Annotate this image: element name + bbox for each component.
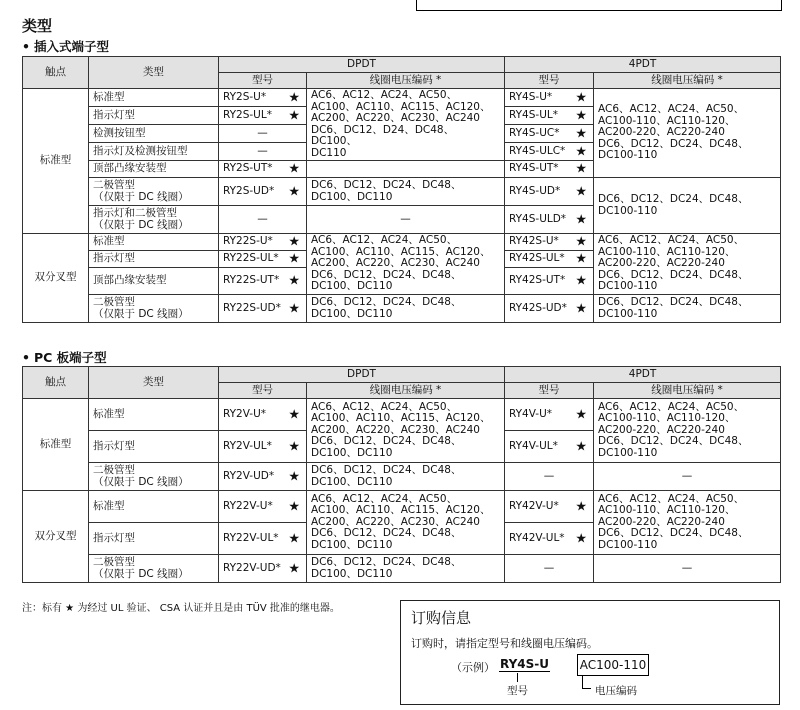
model-cell xyxy=(219,268,307,295)
model-cell xyxy=(219,161,307,178)
header-type: 类型 xyxy=(89,57,219,89)
model-cell xyxy=(505,89,594,107)
star-icon: ★ xyxy=(575,273,588,289)
model-cell: — xyxy=(219,143,307,161)
star-icon: ★ xyxy=(288,438,300,454)
star-icon: ★ xyxy=(575,406,588,422)
model-number: RY2S-U* xyxy=(223,90,267,103)
model-cell xyxy=(505,206,594,234)
model-number: RY4S-U* xyxy=(509,90,553,103)
model-number: RY4S-ULC* xyxy=(509,144,566,157)
star-icon: ★ xyxy=(575,183,588,199)
star-icon: ★ xyxy=(575,438,588,454)
type-cell: 指示灯型 xyxy=(89,431,219,463)
model-number: RY4S-ULD* xyxy=(509,212,567,225)
model-cell xyxy=(505,268,594,295)
model-cell xyxy=(219,491,307,523)
coil-code-cell: AC6、AC12、AC24、AC50、 AC100-110、AC110-120、 AC200-220、AC220-240 DC6、DC12、DC24、DC48、 DC100-110 xyxy=(594,89,781,178)
model-cell xyxy=(505,251,594,268)
contact-bifurcated: 双分叉型 xyxy=(23,234,89,323)
type-cell: 标准型 xyxy=(89,399,219,431)
type-cell: 指示灯型 xyxy=(89,107,219,125)
model-number: RY2S-UL* xyxy=(223,108,272,121)
star-icon: ★ xyxy=(288,107,300,123)
header-dpdt-coil: 线圈电压编码 * xyxy=(307,73,505,89)
coil-code-cell: — xyxy=(307,206,505,234)
model-cell xyxy=(219,431,307,463)
model-cell xyxy=(505,431,594,463)
coil-code-cell: AC6、AC12、AC24、AC50、 AC100-110、AC110-120、 AC200-220、AC220-240 DC6、DC12、DC24、DC48、 DC100-110 xyxy=(594,234,781,295)
star-icon: ★ xyxy=(288,183,300,199)
model-cell xyxy=(219,89,307,107)
model-cell xyxy=(505,161,594,178)
type-cell: 指示灯型 xyxy=(89,523,219,555)
star-icon: ★ xyxy=(575,107,588,123)
coil-code-cell: AC6、AC12、AC24、AC50、 AC100-110、AC110-120、 AC200-220、AC220-240 DC6、DC12、DC24、DC48、 DC100-110 xyxy=(594,491,781,555)
plugin-terminal-table xyxy=(22,56,781,323)
model-cell xyxy=(219,178,307,206)
star-icon: ★ xyxy=(575,125,588,141)
model-number: RY2V-U* xyxy=(223,407,267,420)
section-pcb-title: • PC 板端子型 xyxy=(22,350,107,365)
model-number: RY4S-UL* xyxy=(509,108,558,121)
model-number: RY42S-UL* xyxy=(509,252,565,265)
star-icon: ★ xyxy=(288,530,300,546)
coil-code-cell-empty xyxy=(307,161,505,178)
model-number: RY42S-U* xyxy=(509,235,559,248)
header-dpdt: DPDT xyxy=(219,367,505,383)
coil-code-cell: AC6、AC12、AC24、AC50、 AC100-110、AC110-120、 AC200-220、AC220-240 DC6、DC12、DC24、DC48、 DC100-110 xyxy=(594,399,781,463)
coil-code-cell: — xyxy=(594,463,781,491)
contact-standard: 标准型 xyxy=(23,399,89,491)
code-leader-line xyxy=(582,676,591,689)
example-model: RY4S-U xyxy=(500,657,549,671)
type-cell: 标准型 xyxy=(89,89,219,107)
model-cell xyxy=(505,295,594,323)
star-icon: ★ xyxy=(288,498,300,514)
model-cell xyxy=(505,143,594,161)
ordering-info-text: 订购时，请指定型号和线圈电压编码。 xyxy=(411,637,598,650)
model-cell xyxy=(219,399,307,431)
header-4pdt-coil: 线圈电压编码 * xyxy=(594,73,781,89)
model-number: RY22V-U* xyxy=(223,499,273,512)
top-frame xyxy=(416,0,782,11)
model-number: RY42S-UD* xyxy=(509,301,567,314)
star-icon: ★ xyxy=(575,143,588,159)
type-cell: 二极管型 （仅限于 DC 线圈） xyxy=(89,555,219,583)
header-dpdt-coil: 线圈电压编码 * xyxy=(307,383,505,399)
model-number: RY22V-UD* xyxy=(223,561,281,574)
contact-standard: 标准型 xyxy=(23,89,89,234)
star-icon: ★ xyxy=(575,300,588,316)
header-4pdt: 4PDT xyxy=(505,57,781,73)
header-dpdt-model: 型号 xyxy=(219,73,307,89)
type-cell: 二极管型 （仅限于 DC 线圈） xyxy=(89,295,219,323)
model-number: RY22S-U* xyxy=(223,235,273,248)
model-number: RY4S-UC* xyxy=(509,126,560,139)
model-number: RY42S-UT* xyxy=(509,274,566,287)
model-caption: 型号 xyxy=(507,685,528,697)
header-4pdt: 4PDT xyxy=(505,367,781,383)
ordering-info-title: 订购信息 xyxy=(411,609,472,627)
star-icon: ★ xyxy=(575,530,588,546)
star-icon: ★ xyxy=(288,468,300,484)
coil-code-cell: AC6、AC12、AC24、AC50、 AC100、AC110、AC115、AC120、 AC200、AC220、AC230、AC240 DC6、DC12、D24、DC48、DC100、 DC110 xyxy=(307,89,505,161)
model-number: RY42V-U* xyxy=(509,499,559,512)
footnote: 注：标有 ★ 为经过 UL 验证、 CSA 认证并且是由 TÜV 批准的继电器。 xyxy=(22,603,340,614)
model-number: RY4S-UD* xyxy=(509,184,561,197)
model-cell xyxy=(505,234,594,251)
model-cell xyxy=(219,555,307,583)
model-cell: — xyxy=(505,555,594,583)
type-cell: 顶部凸缘安装型 xyxy=(89,268,219,295)
coil-code-cell: AC6、AC12、AC24、AC50、 AC100、AC110、AC115、AC120、 AC200、AC220、AC230、AC240 DC6、DC12、DC24、DC48、 DC100、DC110 xyxy=(307,234,505,295)
coil-code-cell: DC6、DC12、DC24、DC48、 DC100、DC110 xyxy=(307,463,505,491)
model-cell xyxy=(505,107,594,125)
header-4pdt-model: 型号 xyxy=(505,383,594,399)
example-voltage-code: AC100-110 xyxy=(577,654,649,676)
type-cell: 指示灯和二极管型 （仅限于 DC 线圈） xyxy=(89,206,219,234)
type-cell: 顶部凸缘安装型 xyxy=(89,161,219,178)
coil-code-cell: DC6、DC12、DC24、DC48、 DC100-110 xyxy=(594,178,781,234)
model-cell xyxy=(219,251,307,268)
type-cell: 标准型 xyxy=(89,491,219,523)
model-cell xyxy=(219,295,307,323)
type-cell: 指示灯型 xyxy=(89,251,219,268)
type-cell: 标准型 xyxy=(89,234,219,251)
model-cell xyxy=(505,125,594,143)
model-cell: — xyxy=(505,463,594,491)
section-plugin-title-text: 插入式端子型 xyxy=(34,39,110,54)
star-icon: ★ xyxy=(288,251,300,267)
model-number: RY4S-UT* xyxy=(509,162,559,175)
section-pcb-title-text: PC 板端子型 xyxy=(34,350,107,365)
star-icon: ★ xyxy=(288,89,300,105)
model-number: RY4V-UL* xyxy=(509,439,558,452)
star-icon: ★ xyxy=(288,406,300,422)
coil-code-cell: DC6、DC12、DC24、DC48、 DC100、DC110 xyxy=(307,295,505,323)
type-cell: 二极管型 （仅限于 DC 线圈） xyxy=(89,463,219,491)
star-icon: ★ xyxy=(288,273,300,289)
model-number: RY2V-UD* xyxy=(223,469,275,482)
header-4pdt-coil: 线圈电压编码 * xyxy=(594,383,781,399)
model-cell: — xyxy=(219,206,307,234)
header-contact: 触点 xyxy=(23,367,89,399)
coil-code-cell: — xyxy=(594,555,781,583)
header-contact: 触点 xyxy=(23,57,89,89)
coil-code-cell: AC6、AC12、AC24、AC50、 AC100、AC110、AC115、AC120、 AC200、AC220、AC230、AC240 DC6、DC12、DC24、DC48、 DC100、DC110 xyxy=(307,491,505,555)
model-cell xyxy=(219,523,307,555)
star-icon: ★ xyxy=(575,251,588,267)
coil-code-cell: DC6、DC12、DC24、DC48、 DC100-110 xyxy=(594,295,781,323)
model-cell xyxy=(505,178,594,206)
contact-bifurcated: 双分叉型 xyxy=(23,491,89,583)
star-icon: ★ xyxy=(575,211,588,227)
model-cell xyxy=(219,107,307,125)
header-type: 类型 xyxy=(89,367,219,399)
model-number: RY22V-UL* xyxy=(223,531,279,544)
model-number: RY2V-UL* xyxy=(223,439,272,452)
star-icon: ★ xyxy=(288,300,300,316)
star-icon: ★ xyxy=(575,498,588,514)
voltage-code-caption: 电压编码 xyxy=(595,685,637,697)
model-cell xyxy=(505,523,594,555)
star-icon: ★ xyxy=(575,234,588,250)
star-icon: ★ xyxy=(575,161,588,177)
type-cell: 检测按钮型 xyxy=(89,125,219,143)
model-number: RY22S-UD* xyxy=(223,301,281,314)
section-plugin-title: • 插入式端子型 xyxy=(22,39,110,54)
model-number: RY22S-UL* xyxy=(223,252,279,265)
page-title: 类型 xyxy=(22,17,53,35)
model-number: RY2S-UD* xyxy=(223,184,275,197)
model-number: RY2S-UT* xyxy=(223,162,273,175)
header-dpdt-model: 型号 xyxy=(219,383,307,399)
model-leader-line xyxy=(517,673,518,682)
star-icon: ★ xyxy=(288,161,300,177)
pcb-terminal-table xyxy=(22,366,781,583)
coil-code-cell: AC6、AC12、AC24、AC50、 AC100、AC110、AC115、AC120、 AC200、AC220、AC230、AC240 DC6、DC12、DC24、DC48、 DC100、DC110 xyxy=(307,399,505,463)
model-cell xyxy=(219,234,307,251)
type-cell: 二极管型 （仅限于 DC 线圈） xyxy=(89,178,219,206)
model-number: RY4V-U* xyxy=(509,407,553,420)
example-label: （示例） xyxy=(451,661,495,674)
star-icon: ★ xyxy=(575,89,588,105)
model-cell xyxy=(505,491,594,523)
model-cell xyxy=(505,399,594,431)
model-number: RY22S-UT* xyxy=(223,274,280,287)
star-icon: ★ xyxy=(288,234,300,250)
model-cell xyxy=(219,463,307,491)
ordering-info-box xyxy=(400,600,780,705)
model-cell: — xyxy=(219,125,307,143)
model-number: RY42V-UL* xyxy=(509,531,565,544)
coil-code-cell: DC6、DC12、DC24、DC48、 DC100、DC110 xyxy=(307,178,505,206)
header-4pdt-model: 型号 xyxy=(505,73,594,89)
type-cell: 指示灯及检测按钮型 xyxy=(89,143,219,161)
coil-code-cell: DC6、DC12、DC24、DC48、 DC100、DC110 xyxy=(307,555,505,583)
star-icon: ★ xyxy=(288,560,300,576)
header-dpdt: DPDT xyxy=(219,57,505,73)
